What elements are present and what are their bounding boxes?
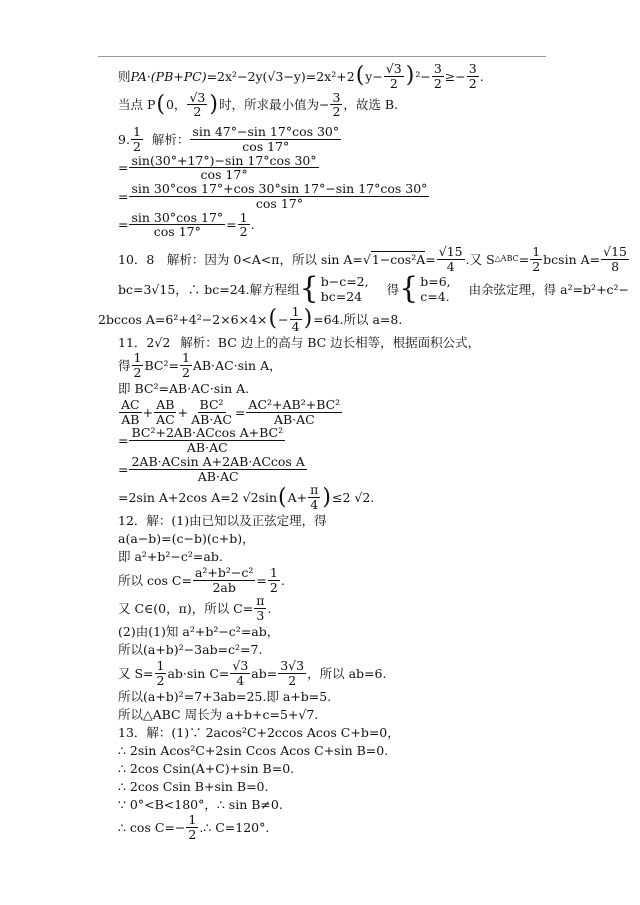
q9-line1 [118,125,548,154]
q12-line4: 所以 cos C= $\frac{\text{a²+b²−c²}}{2ab}$ = $\frac{1}{2}$ . [118,564,285,595]
fraction: $\frac{\sin 30^\circ\cos 17^\circ+\cos 30^\circ\sin 17^\circ-\sin 17^\circ\cos 30^\circ}{\cos 17^\circ}$ [131,181,428,211]
fraction: $\frac{1}{2}$ [188,812,197,842]
fraction: $\frac{\text{2AB·ACsin A+2AB·ACcos A}}{AB\cdot AC}$ [131,453,305,484]
text: ≤2 √2. [331,490,375,505]
fraction: $\frac{√15}{8}$ [603,244,627,274]
fraction: $\frac{3√3}{2}$ [280,657,305,688]
fraction: $\frac{\pi}{4}$ [310,482,319,512]
q11-line4: AC AB + $\frac{AB}{AC}$ + $\frac{\text{BC²}}{AB\cdot AC}$ = $\frac{\text{AC²+AB²+BC²}}{AB\cdot AC}$ [121,396,341,427]
fraction: $\frac{3}{2}$ [433,61,442,91]
question-number: 9. [118,131,130,147]
text: ²− [415,68,431,84]
text: 得 [118,358,131,373]
fraction: $\frac{√15}{4}$ [438,244,463,274]
brace: { [299,271,319,307]
fraction: 1 2 [132,124,141,154]
text: 13．解：(1)∵ 2acos²C+2ccos Acos C+b=0， [118,724,400,740]
fraction: $\frac{1}{2}$ [181,350,190,380]
fraction: $\frac{\pi}{3}$ [256,593,265,623]
q12-line8 [118,659,548,688]
paren: ) [303,306,313,331]
fraction: $\frac{\sin 30^\circ\cos 17^\circ}{\cos 17^\circ}$ [131,209,224,240]
text: ∴ 2cos Csin(A+C)+sin B=0. [118,760,295,776]
paren: ( [156,91,165,117]
q11-line6: = $\frac{\text{2AB·ACsin A+2AB·ACcos A}}{AB\cdot AC}$ [118,453,305,484]
text: √2 [154,334,171,350]
q11-line7: =2sin A+2cos A=2 √2sin ( A+ $\frac{\pi}{4}$ ) ≤2 √2. [118,482,375,512]
sqrt: √ 1−cos²A [363,251,425,267]
text: 所以(a+b)²=7+3ab=25.即 a+b=5. [118,688,332,704]
text: ，故选 B. [343,97,399,113]
fraction: $\frac{1}{2}$ [532,244,541,274]
fraction: $\frac{1}{4}$ [291,303,300,334]
q13-line2 [118,741,548,759]
line-vector-expression [118,62,548,91]
fraction: $\frac{1}{2}$ [156,657,165,688]
paren: ) [322,484,331,510]
equation-system: b−c=2, bc=24 [320,273,369,305]
text: AB·AC·sin A， [192,358,282,373]
q9-line2: = $\frac{\sin(30^\circ+17^\circ)-\sin 17^\circ\cos 30^\circ}{\cos 17^\circ}$ [118,152,317,183]
q12-line5: 又 C∈(0，π)，所以 C= $\frac{\pi}{3}$ . [118,593,272,623]
text: 解析：BC 边上的高与 BC 边长相等，根据面积公式， [180,334,481,350]
subscript: △ABC [494,254,519,264]
text: 当点 P [118,97,156,113]
q11-line1 [118,333,548,351]
q13-line6: ∴ cos C=− $\frac{1}{2}$ . ∴ C=120°. [118,812,270,842]
text: ∴ 2cos Csin B+sin B=0. [118,778,269,794]
fraction: AC AB [121,396,140,427]
q13-line5 [118,795,548,813]
text: 则 [118,68,131,84]
text: = [425,251,436,267]
text: ≥− [444,68,466,84]
fraction: $\frac{\text{BC²}}{AB\cdot AC}$ [191,396,232,427]
text: ab·sin C= [167,665,230,681]
text: 所以(a+b)²−3ab=c²=7. [118,642,263,658]
text: 10．8 解析：因为 0<A<π，所以 sin A= [118,251,363,267]
text: bc=3√15，∴ bc=24.解方程组 [118,281,300,297]
q13-line4 [118,777,548,795]
text: 即 a²+b²−c²=ab. [118,549,223,565]
brace: { [399,271,419,307]
fraction: $\frac{1}{2}$ [269,564,278,595]
text: = [518,251,530,267]
text: 所以△ABC 周长为 a+b+c=5+√7. [118,706,319,722]
equation-system: b=6, c=4. [420,273,451,305]
paren: ) [405,63,415,89]
text: ∴ 2sin Acos²C+2sin Ccos Acos C+sin B=0. [118,742,389,758]
text: ∴ cos C=− [118,820,186,835]
q11-line2 [118,351,548,380]
text: 即 BC²=AB·AC·sin A. [118,381,250,397]
text: ，所以 ab=6. [307,665,387,681]
vector-expr: PA·(PB+PC) [130,68,207,84]
fraction: 1 2 [133,350,142,380]
document-body [98,61,630,842]
fraction: $\frac{AB}{AC}$ [156,396,175,427]
text: =2x²−2y(√3−y)=2x²+2 [206,68,355,84]
text: ∴ C=120°. [203,820,270,835]
fraction: $\frac{1}{2}$ [239,209,248,240]
text: a(a−b)=(c−b)(c+b)， [118,531,255,547]
line-minimum [118,91,548,120]
q9-line4: = $\frac{\sin 30^\circ\cos 17^\circ}{\cos 17^\circ}$ = $\frac{1}{2}$ . [118,209,255,240]
text: bcsin A= [543,251,601,267]
text: .又 S [465,251,495,267]
q9-line3: = $\frac{\sin 30^\circ\cos 17^\circ+\cos 30^\circ\sin 17^\circ-\sin 17^\circ\cos 30^\circ}{\cos 17^\circ}$ [118,181,428,211]
q10-line3: 2bccos A=6²+4²−2×6×4× ( − $\frac{1}{4}$ ) =64.所以 a=8. [98,303,403,334]
text: BC²= [144,358,179,373]
text: 又 S= [118,665,154,681]
text: =2sin A+2cos A=2 √2sin [118,490,278,505]
fraction: sin 47°−sin 17°cos 30° cos 17° [192,124,340,154]
q12-line7 [118,641,548,659]
text: 2bccos A=6²+4²−2×6×4× [98,311,268,327]
q12-line3 [118,548,548,566]
q12-line2 [118,530,548,548]
fraction: $\frac{\text{AC²+AB²+BC²}}{AB\cdot AC}$ [248,396,341,427]
q10-line2 [118,271,630,307]
text: = [256,572,267,588]
fraction: $\frac{√3}{4}$ [232,657,249,688]
q12-line10 [118,705,548,723]
fraction: √3 2 [189,89,206,120]
text: . [479,68,484,84]
text: ∵ 0°<B<180°，∴ sin B≠0. [118,796,283,812]
q10-line1 [118,244,627,274]
text: 0， [165,97,187,113]
text: 所以 cos C= [118,572,192,588]
q12-line1 [118,512,548,530]
text: 解析： [151,131,190,147]
text: =64.所以 a=8. [313,311,403,327]
text: (2)由(1)知 a²+b²−c²=ab， [118,624,280,640]
q13-line1 [118,723,548,741]
q13-line3 [118,759,548,777]
fraction: $\frac{√3}{2}$ [385,61,402,91]
q12-line9 [118,687,548,705]
header-rule [98,56,546,57]
fraction: $\frac{3}{2}$ [332,89,341,120]
text: 由余弦定理，得 a²=b²+c²− [468,281,630,297]
fraction: $\frac{\sin(30^\circ+17^\circ)-\sin 17^\circ\cos 30^\circ}{\cos 17^\circ}$ [131,152,317,183]
text: y− [365,68,383,84]
text: 又 C∈(0，π)，所以 C= [118,601,254,616]
q12-line6 [118,623,548,641]
fraction: $\frac{3}{2}$ [468,61,477,91]
text: 得 [386,281,400,297]
paren: ( [355,63,365,89]
q11-line5: = $\frac{\text{BC²+2AB·ACcos A+BC²}}{AB\cdot AC}$ [118,425,284,455]
fraction: $\frac{\text{a²+b²−c²}}{2ab}$ [194,564,254,595]
paren: ( [268,306,278,331]
fraction: $\frac{\text{BC²+2AB·ACcos A+BC²}}{AB\cdot AC}$ [131,425,284,455]
q11-line3 [118,380,548,398]
text: ab= [251,665,278,681]
paren: ( [278,484,287,510]
text: 12．解：(1)由已知以及正弦定理，得 [118,513,327,529]
paren: ) [209,91,218,117]
text: 11．2 [118,334,155,350]
text: 时，所求最小值为− [218,97,330,113]
